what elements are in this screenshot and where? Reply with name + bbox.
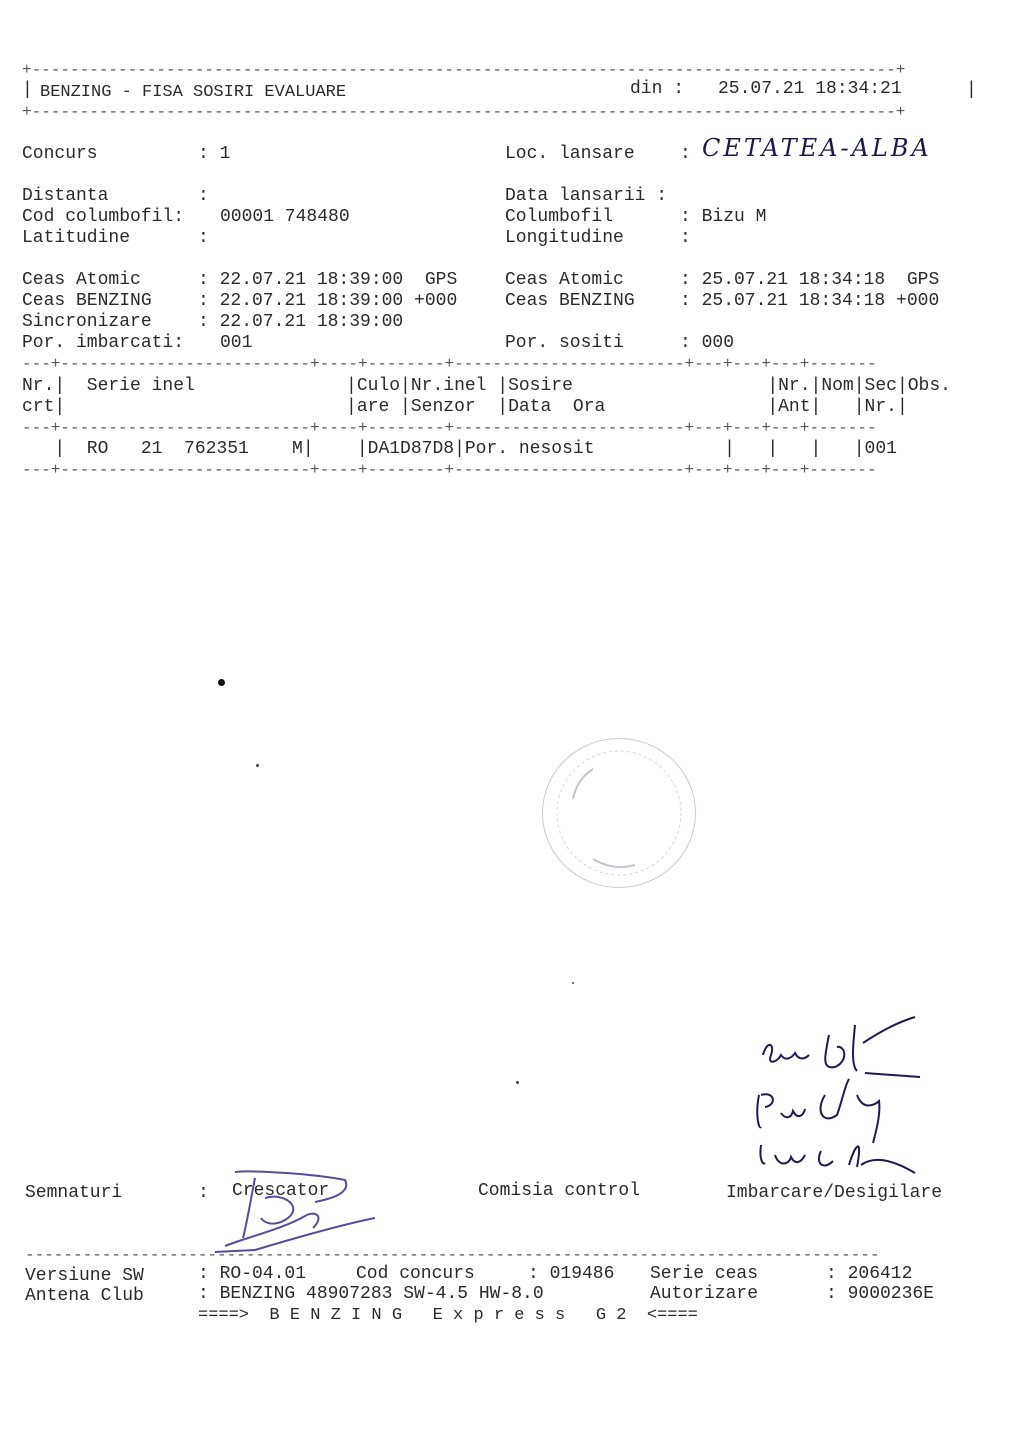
distanta-label: Distanta xyxy=(22,186,109,206)
imbarcati-label: Por. imbarcati: xyxy=(22,333,185,353)
autorizare-label: Autorizare xyxy=(650,1284,759,1304)
antena-value: : BENZING 48907283 SW-4.5 HW-8.0 xyxy=(198,1284,544,1304)
header-din-label: din : xyxy=(630,79,685,99)
header-right-bar: | xyxy=(966,80,977,100)
distanta-value: : xyxy=(198,186,209,206)
cod-columbofil-label: Cod columbofil: xyxy=(22,207,185,227)
right-atomic-value: : 25.07.21 18:34:18 GPS xyxy=(680,270,940,290)
concurs-value: : 1 xyxy=(198,144,231,164)
latitudine-value: : xyxy=(198,228,209,248)
scan-speck xyxy=(572,982,574,984)
columbofil-label: Columbofil xyxy=(505,207,614,227)
stamp-ring-icon xyxy=(543,739,695,887)
comisia-label: Comisia control xyxy=(478,1181,641,1201)
sync-label: Sincronizare xyxy=(22,312,152,332)
table-row: | RO 21 762351 M| |DA1D87D8|Por. nesosit | | | |001 xyxy=(22,439,897,459)
left-atomic-value: : 22.07.21 18:39:00 GPS xyxy=(198,270,458,290)
crescator-label: Crescator xyxy=(232,1181,330,1201)
table-header-line1: Nr.| Serie inel |Culo|Nr.inel |Sosire |Nr.|Nom|Sec|Obs. xyxy=(22,376,951,396)
left-atomic-label: Ceas Atomic xyxy=(22,270,141,290)
right-benzing-label: Ceas BENZING xyxy=(505,291,635,311)
signatures-label: Semnaturi xyxy=(25,1183,123,1203)
left-benzing-label: Ceas BENZING xyxy=(22,291,152,311)
header-border-top: +------------------------------------------------------------------------------------------+ xyxy=(22,62,906,78)
commission-signatures xyxy=(745,1015,945,1185)
antena-label: Antena Club xyxy=(25,1286,144,1306)
versiune-label: Versiune SW xyxy=(25,1266,144,1286)
club-stamp xyxy=(542,738,696,888)
scan-dot xyxy=(218,679,225,686)
longitudine-value: : xyxy=(680,228,691,248)
table-header-line2: crt| |are |Senzor |Data Ora |Ant| |Nr.| xyxy=(22,397,908,417)
cod-concurs-value: : 019486 xyxy=(528,1264,615,1284)
header-border-bottom: +------------------------------------------------------------------------------------------+ xyxy=(22,104,906,120)
header-din-value: 25.07.21 18:34:21 xyxy=(718,79,902,99)
serie-ceas-value: : 206412 xyxy=(826,1264,913,1284)
sositi-label: Por. sositi xyxy=(505,333,624,353)
scan-speck xyxy=(516,1081,519,1084)
loc-lansare-handwritten: CETATEA-ALBA xyxy=(702,134,932,162)
loc-lansare-label: Loc. lansare xyxy=(505,144,635,164)
express-banner: ====> B E N Z I N G E x p r e s s G 2 <==== xyxy=(198,1306,698,1325)
table-rule-bottom: ---+--------------------------+----+--------+------------------------+---+---+---+------- xyxy=(22,462,877,478)
sync-value: : 22.07.21 18:39:00 xyxy=(198,312,404,332)
longitudine-label: Longitudine xyxy=(505,228,624,248)
concurs-label: Concurs xyxy=(22,144,98,164)
cod-columbofil-value: 00001 748480 xyxy=(220,207,350,227)
sositi-value: : 000 xyxy=(680,333,735,353)
imbarcare-label: Imbarcare/Desigilare xyxy=(726,1183,943,1203)
right-benzing-value: : 25.07.21 18:34:18 +000 xyxy=(680,291,940,311)
cod-concurs-label: Cod concurs xyxy=(356,1264,475,1284)
left-benzing-value: : 22.07.21 18:39:00 +000 xyxy=(198,291,458,311)
footer-rule: ----------------------------------------------------------------------------------------- xyxy=(25,1247,880,1263)
serie-ceas-label: Serie ceas xyxy=(650,1264,759,1284)
autorizare-value: : 9000236E xyxy=(826,1284,935,1304)
loc-lansare-sep: : xyxy=(680,144,691,164)
latitudine-label: Latitudine xyxy=(22,228,131,248)
data-lansarii-label: Data lansarii : xyxy=(505,186,668,206)
versiune-value: : RO-04.01 xyxy=(198,1264,307,1284)
header-left-bar: | xyxy=(22,80,33,100)
columbofil-value: : Bizu M xyxy=(680,207,767,227)
right-atomic-label: Ceas Atomic xyxy=(505,270,624,290)
signatures-sep: : xyxy=(198,1183,209,1203)
imbarcati-value: 001 xyxy=(220,333,253,353)
document-title: BENZING - FISA SOSIRI EVALUARE xyxy=(40,83,347,102)
table-rule-top: ---+--------------------------+----+--------+------------------------+---+---+---+------- xyxy=(22,356,877,372)
scan-speck xyxy=(256,764,259,767)
table-rule-mid: ---+--------------------------+----+--------+------------------------+---+---+---+------- xyxy=(22,420,877,436)
